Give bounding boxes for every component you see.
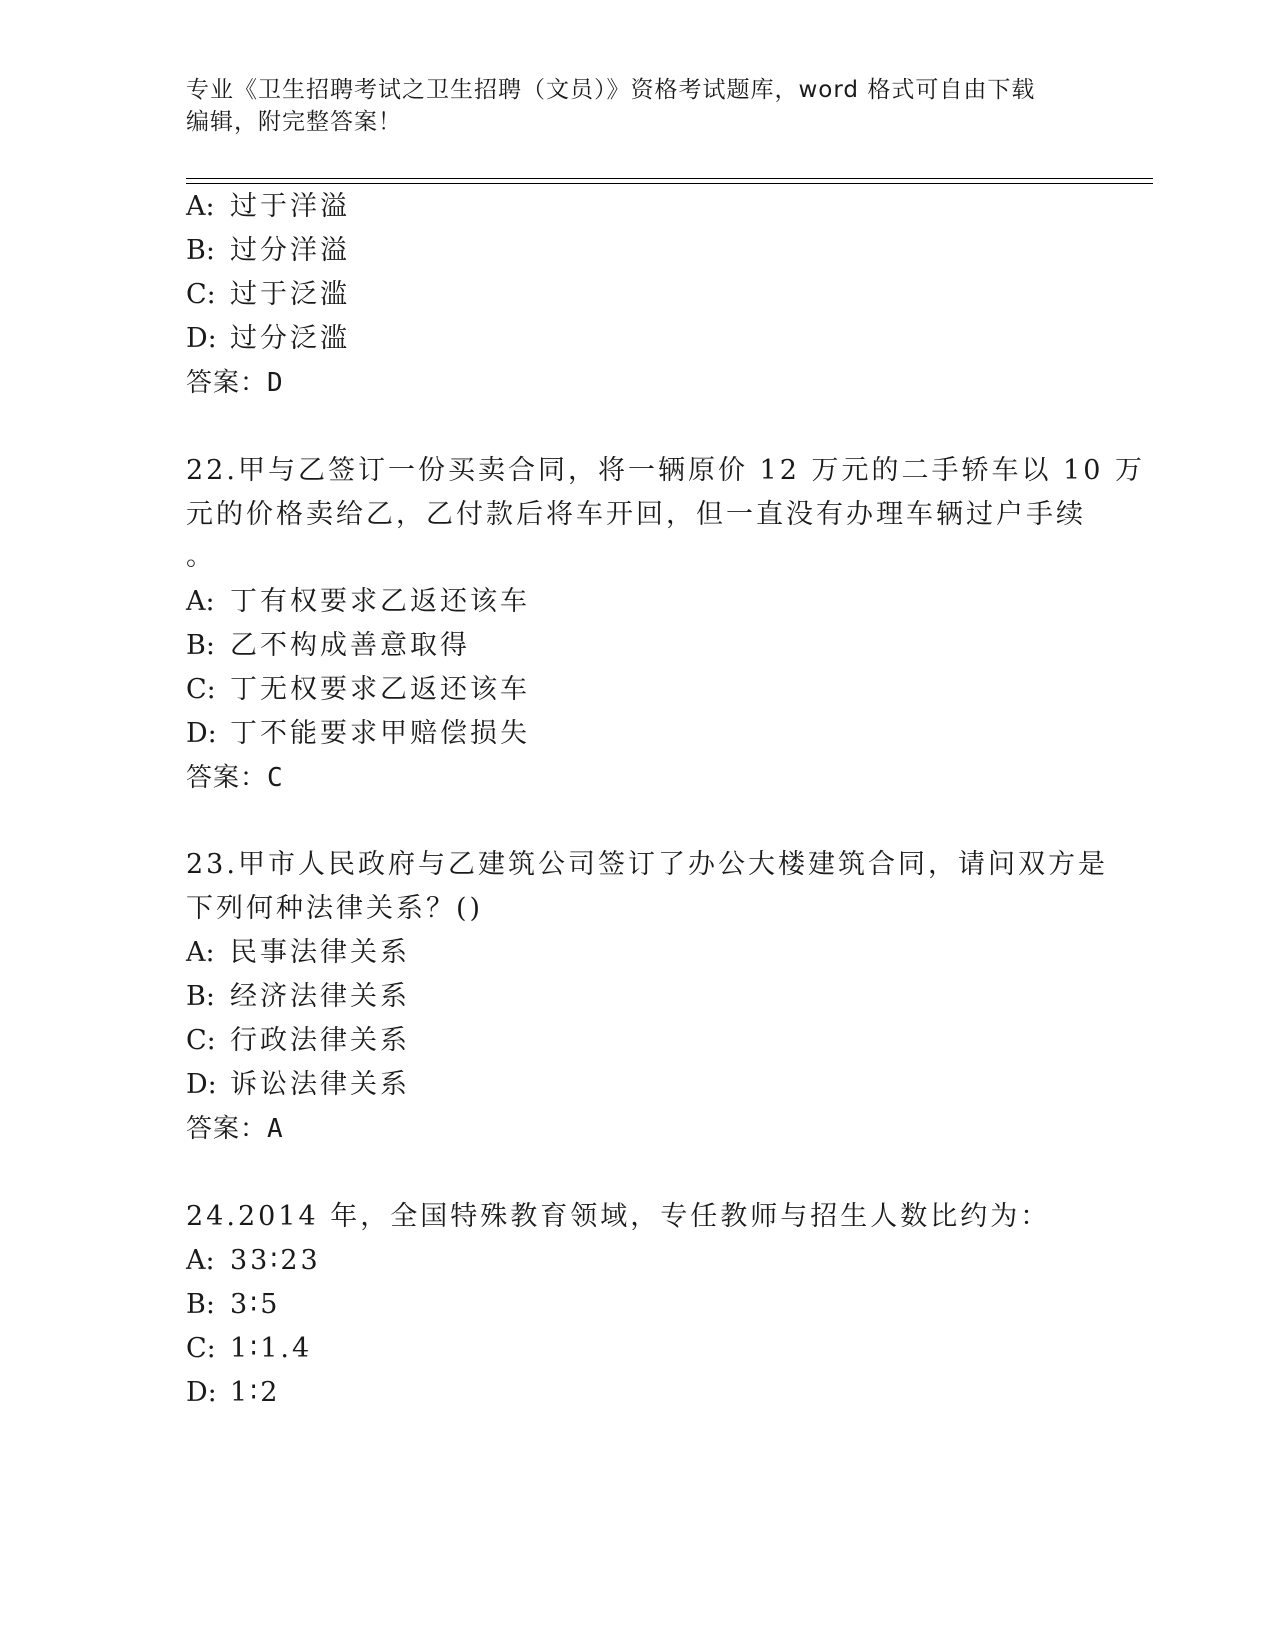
option-tag: B:: [186, 981, 215, 1012]
option-tag: C:: [186, 1333, 216, 1364]
option-b: [186, 234, 350, 268]
answer-label: 答案：: [186, 368, 268, 398]
option-b: [186, 629, 470, 663]
answer-label: 答案：: [186, 763, 268, 793]
option-a: [186, 585, 530, 619]
option-text: 1∶1.4: [230, 1333, 313, 1364]
option-tag: B:: [186, 235, 215, 266]
option-text: 3∶5: [230, 1289, 281, 1320]
option-c: [186, 278, 350, 312]
option-b: [186, 1288, 280, 1322]
option-tag: C:: [186, 1025, 216, 1056]
document-header: [186, 74, 1066, 138]
answer-label: 答案：: [186, 1114, 268, 1144]
option-text: 丁有权要求乙返还该车: [230, 586, 530, 617]
question-stem-line: 24.2014 年，全国特殊教育领域，专任教师与招生人数比约为：: [186, 1201, 1051, 1232]
header-rule-top: [186, 178, 1153, 179]
option-d: [186, 1376, 280, 1410]
option-text: 过分泛滥: [230, 323, 350, 354]
header-rule-bottom: [186, 183, 1153, 184]
question-stem-line: 。: [186, 541, 216, 572]
option-text: 过于洋溢: [230, 191, 350, 222]
option-a: [186, 1244, 321, 1278]
answer-line: [186, 366, 284, 400]
option-tag: A:: [186, 1245, 215, 1276]
option-text: 过分洋溢: [230, 235, 350, 266]
option-text: 行政法律关系: [230, 1025, 410, 1056]
option-d: [186, 322, 350, 356]
option-c: [186, 1332, 312, 1366]
option-tag: C:: [186, 674, 216, 705]
question-stem-line: 下列何种法律关系？(): [186, 893, 484, 924]
option-text: 1∶2: [230, 1377, 281, 1408]
answer-line: [186, 761, 284, 795]
option-c: [186, 673, 530, 707]
option-text: 诉讼法律关系: [230, 1069, 410, 1100]
option-text: 过于泛滥: [230, 279, 350, 310]
option-tag: D:: [186, 718, 217, 749]
question-stem-line: 23.甲市人民政府与乙建筑公司签订了办公大楼建筑合同，请问双方是: [186, 849, 1108, 880]
answer-value: C: [267, 763, 284, 793]
option-text: 丁不能要求甲赔偿损失: [230, 718, 530, 749]
option-tag: D:: [186, 1377, 217, 1408]
option-tag: A:: [186, 191, 215, 222]
header-line-2: 编辑，附完整答案！: [186, 109, 402, 135]
option-text: 33∶23: [230, 1245, 321, 1276]
header-line-1: 专业《卫生招聘考试之卫生招聘（文员）》资格考试题库，word 格式可自由下载: [186, 77, 1036, 103]
option-text: 经济法律关系: [230, 981, 410, 1012]
answer-value: D: [267, 368, 284, 398]
option-tag: B:: [186, 1289, 215, 1320]
question-stem-line: 元的价格卖给乙，乙付款后将车开回，但一直没有办理车辆过户手续: [186, 499, 1086, 530]
option-a: [186, 936, 410, 970]
option-d: [186, 1068, 410, 1102]
option-tag: D:: [186, 323, 217, 354]
option-text: 民事法律关系: [230, 937, 410, 968]
option-text: 乙不构成善意取得: [230, 630, 470, 661]
option-tag: A:: [186, 586, 215, 617]
option-tag: C:: [186, 279, 216, 310]
question-stem-line: 22.甲与乙签订一份买卖合同，将一辆原价 12 万元的二手轿车以 10 万: [186, 455, 1145, 486]
answer-value: A: [267, 1114, 284, 1144]
option-text: 丁无权要求乙返还该车: [230, 674, 530, 705]
option-tag: A:: [186, 937, 215, 968]
option-tag: D:: [186, 1069, 217, 1100]
option-a: [186, 190, 350, 224]
option-b: [186, 980, 410, 1014]
option-tag: B:: [186, 630, 215, 661]
answer-line: [186, 1112, 284, 1146]
option-d: [186, 717, 530, 751]
option-c: [186, 1024, 410, 1058]
